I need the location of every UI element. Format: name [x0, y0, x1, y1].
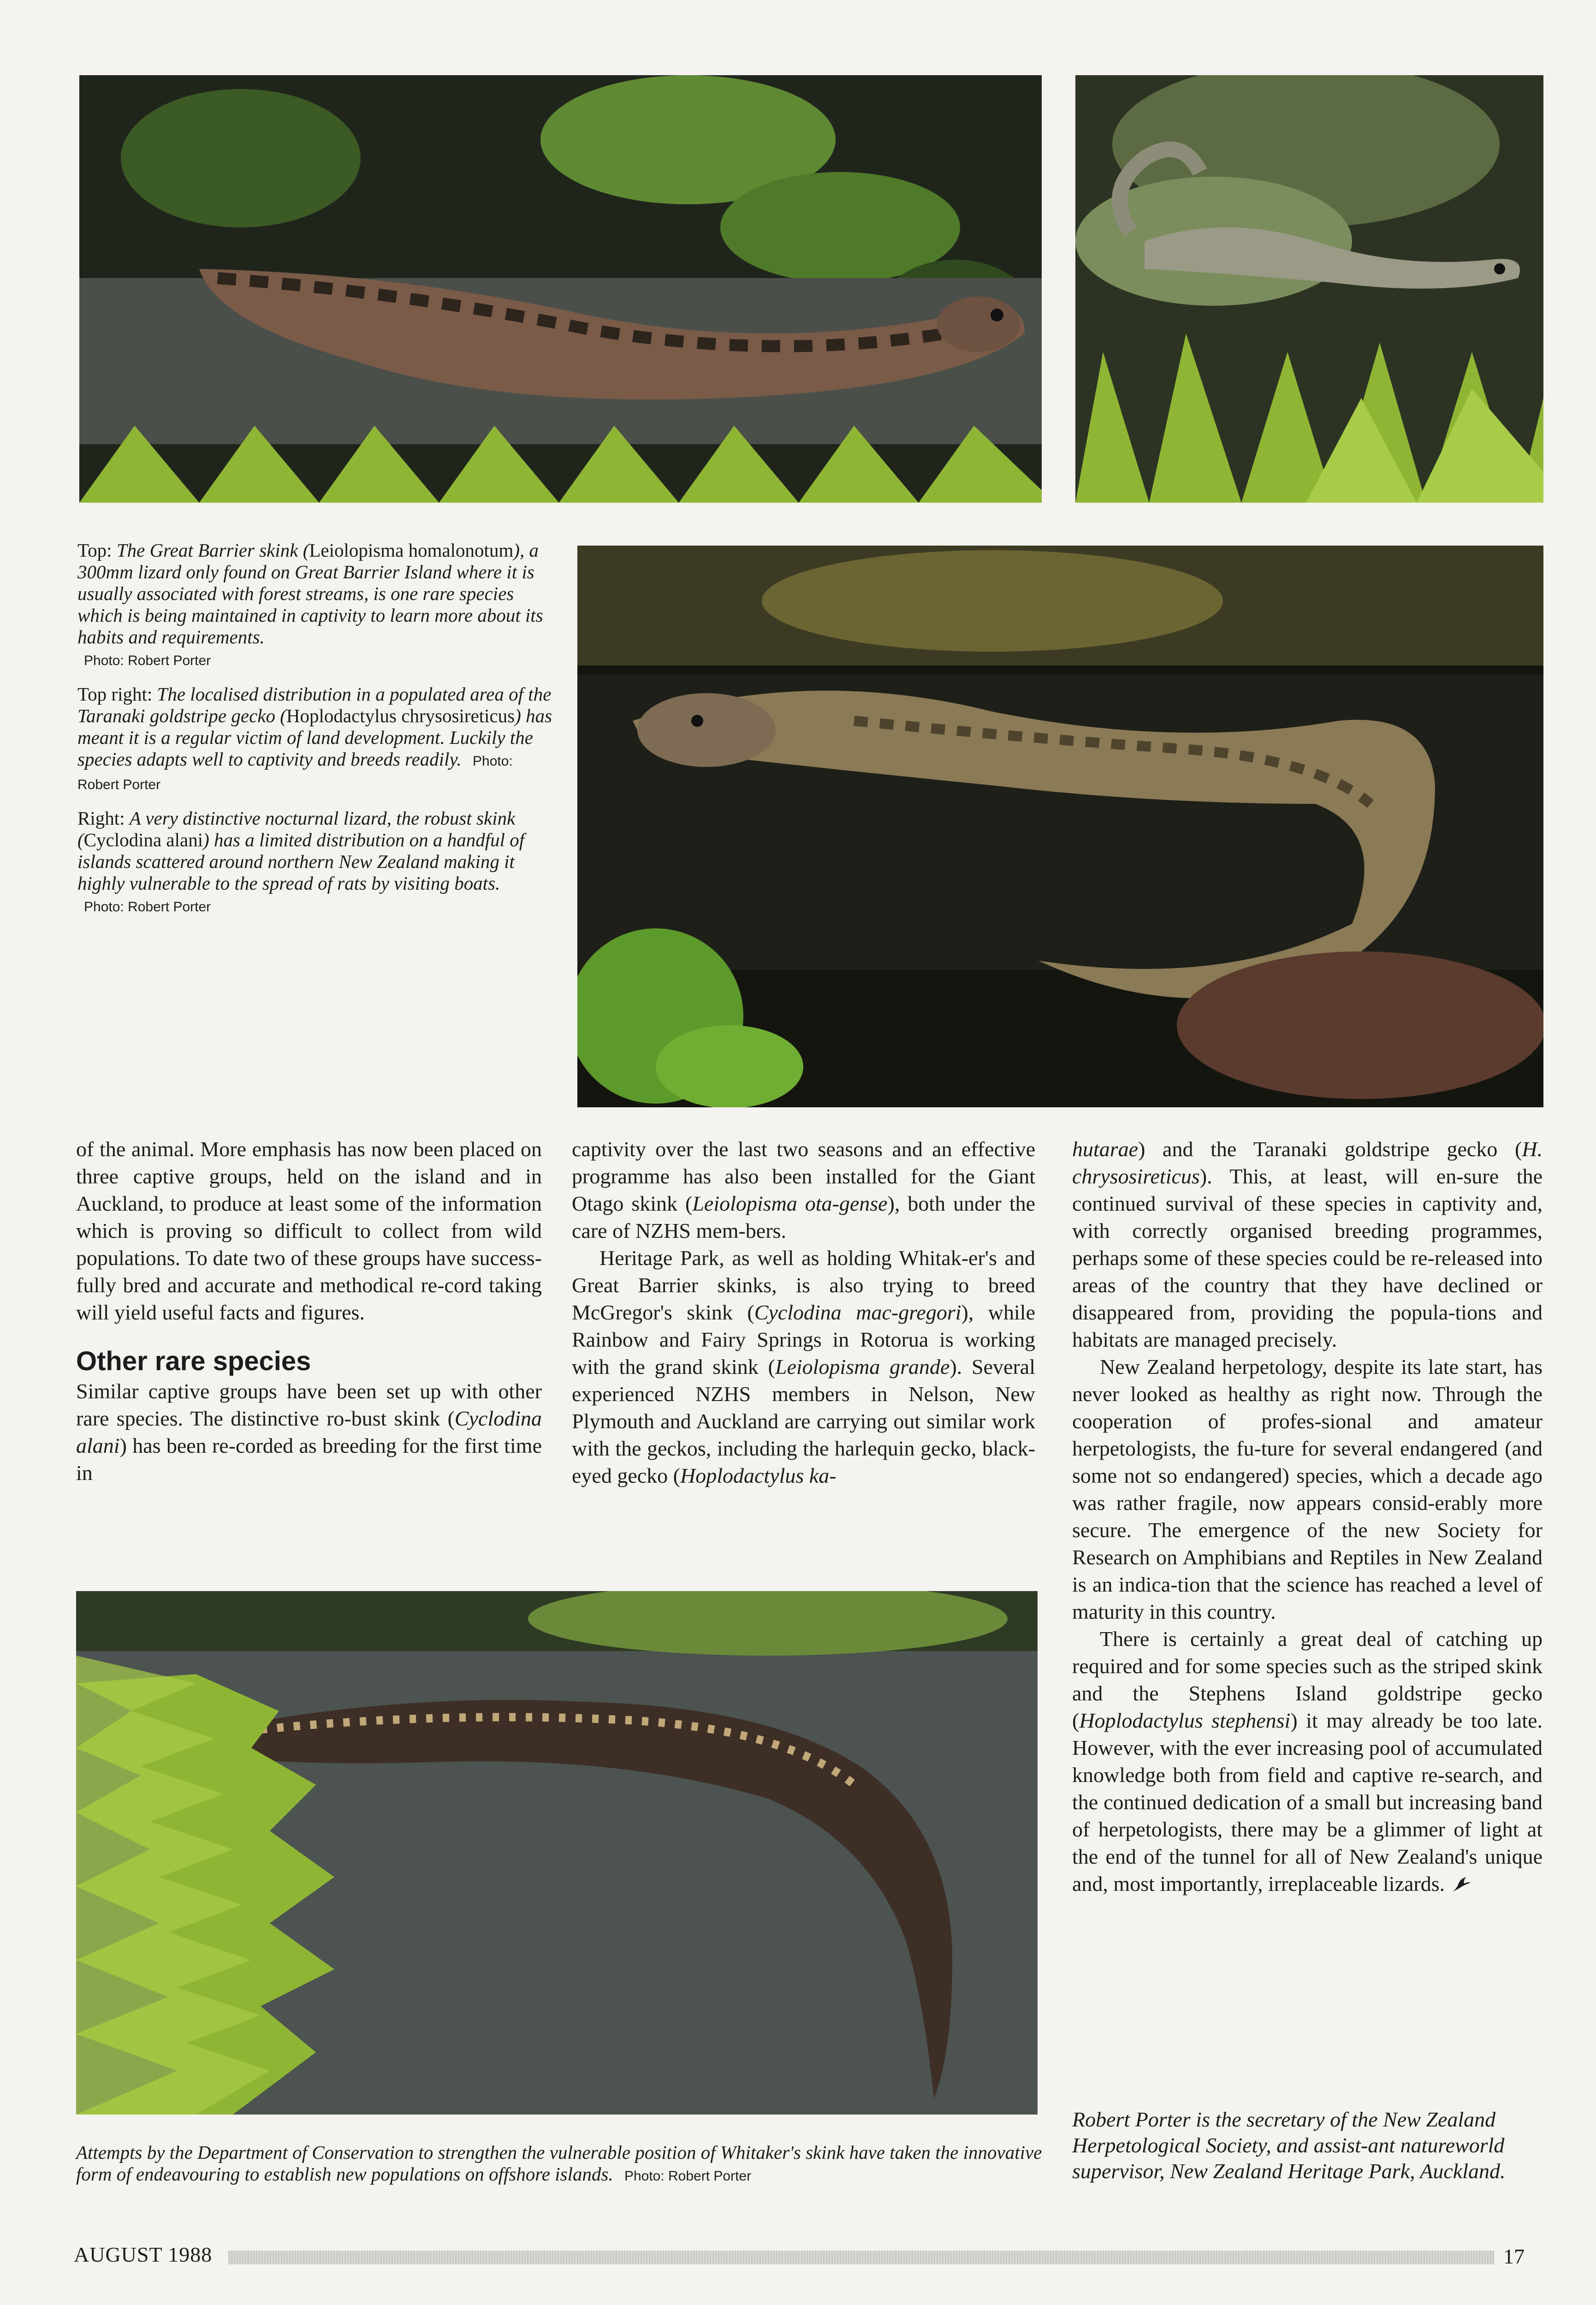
caption-top-right: Top right: The localised distribution in a populated area of the Taranaki goldstripe gecko (Hoplodactylus chrysosireticus) has meant it is a regular victim of land development. Luckily the species adapts well to captivity and breeds readily. Photo: Robert Porter: [77, 683, 552, 792]
paragraph: Similar captive groups have been set up with other rare species. The distinctive ro-bust skink (Cyclodina alani) has been re-corded as breeding for the first time in: [76, 1379, 542, 1485]
photo-great-barrier-skink: [79, 75, 1042, 503]
paragraph: of the animal. More emphasis has now been placed on three captive groups, held on the island and in Auckland, to produce at least some of the information which is proving so difficult to collect from wild populations. To date two of these groups have success-fully bred and accurate and methodical re-cord taking will yield useful facts and figures.: [76, 1137, 542, 1324]
photo-whitakers-skink: [76, 1591, 1038, 2115]
caption-right: Right: A very distinctive nocturnal lizard, the robust skink (Cyclodina alani) has a limited distribution on a handful of islands scattered around northern New Zealand making it highly vulnerable to the spread of rats by visiting boats. Photo: Robert Porter: [77, 808, 525, 915]
bird-silhouette-icon: [1450, 1875, 1471, 1894]
photo-credit: Photo: Robert Porter: [84, 899, 211, 915]
author-note: Robert Porter is the secretary of the New Zealand Herpetological Society, and assist-ant natureworld supervisor, New Zealand Heritage Park, Auckland.: [1072, 2108, 1506, 2183]
page-number: 17: [1503, 2245, 1525, 2268]
caption-top: Top: The Great Barrier skink (Leiolopisma homalonotum), a 300mm lizard only found on Great Barrier Island where it is usually associated with forest streams, is one rare species which is being maintained in captivity to learn more about its habits and requirements. Photo: Robert Porter: [77, 540, 543, 668]
photo-captions: [77, 540, 557, 930]
article-column-3: [1072, 1135, 1543, 1897]
photo-credit: Photo: Robert Porter: [624, 2168, 752, 2184]
paragraph: There is certainly a great deal of catching up required and for some species such as the striped skink and the Stephens Island goldstripe gecko (Hoplodactylus stephensi) it may already be too late. However, with the ever increasing pool of accumulated knowledge both from field and captive re-search, and the continued dedication of a small but increasing band of herpetologists, there may be a glimmer of light at the end of the tunnel for all of New Zealand's unique and, most importantly, irreplaceable lizards.: [1072, 1627, 1543, 1895]
paragraph: New Zealand herpetology, despite its late start, has never looked as healthy as right now. Through the cooperation of profes-sional and amateur herpetologists, the fu-ture for several endangered (and some not so endangered) species, which a decade ago was rather fragile, now appears consid-erably more secure. The emergence of the new Society for Research on Amphibians and Reptiles in New Zealand is an indica-tion that the science has reached a level of maturity in this country.: [1072, 1355, 1543, 1623]
photo-goldstripe-gecko: [1075, 75, 1543, 503]
caption-bottom: Attempts by the Department of Conservation to strengthen the vulnerable position of Whitaker's skink have taken the innovative form of endeavouring to establish new populations on offshore islands. Photo: Robert Porter: [76, 2142, 1042, 2185]
footer-rule: [228, 2251, 1494, 2264]
paragraph: captivity over the last two seasons and an effective programme has also been installed for the Giant Otago skink (Leiolopisma ota-gense), both under the care of NZHS mem-bers.: [572, 1137, 1036, 1242]
article-column-2: [572, 1135, 1035, 1489]
issue-date: AUGUST 1988: [74, 2243, 213, 2266]
photo-credit: Photo: Robert Porter: [84, 653, 211, 668]
photo-robust-skink: [577, 546, 1543, 1107]
section-heading: Other rare species: [76, 1346, 311, 1376]
article-column-1: [76, 1135, 542, 1486]
paragraph: Heritage Park, as well as holding Whitak-er's and Great Barrier skinks, is also trying to breed McGregor's skink (Cyclodina mac-gregori), while Rainbow and Fairy Springs in Rotorua is working with the grand skink (Leiolopisma grande). Several experienced NZHS members in Nelson, New Plymouth and Auckland are carrying out similar work with the geckos, including the harlequin gecko, black-eyed gecko (Hoplodactylus ka-: [572, 1246, 1035, 1487]
photo-credit: Photo: Robert Porter: [77, 754, 513, 792]
paragraph: hutarae) and the Taranaki goldstripe gecko (H. chrysosireticus). This, at least, will en-sure the continued survival of these species in captivity and, with correctly organised breeding programmes, perhaps some of these species could be re-released into areas of the country that they have declined or disappeared from, providing the popula-tions and habitats are managed precisely.: [1072, 1137, 1543, 1351]
